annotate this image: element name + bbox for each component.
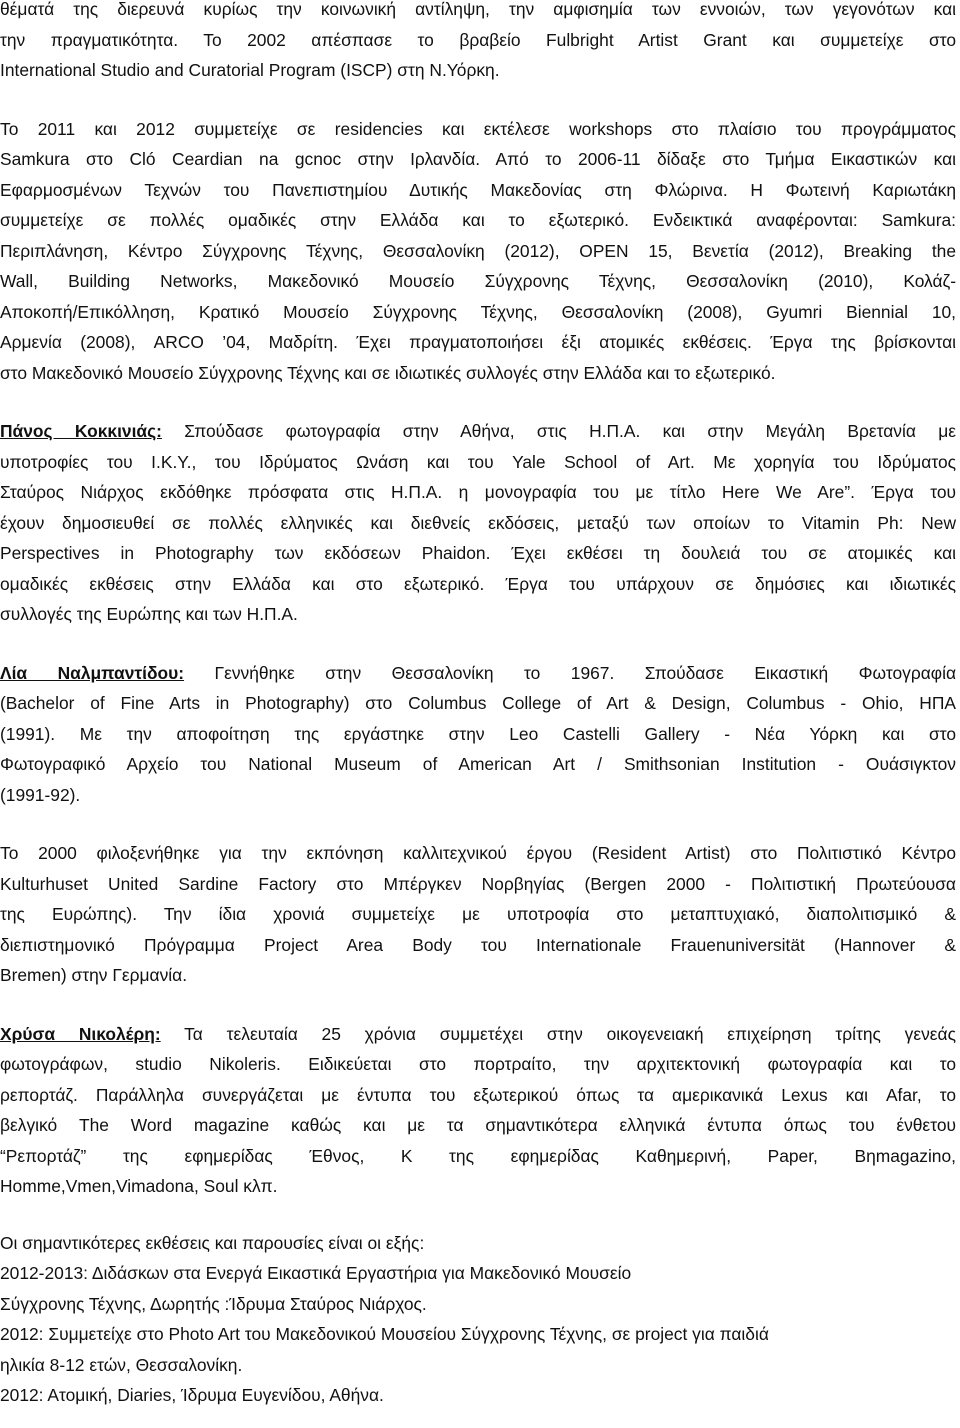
list-item: Σύγχρονης Τέχνης, Δωρητής :Ίδρυμα Σταύρος Νιάρχος. bbox=[0, 1293, 427, 1314]
text-line: στο Μακεδονικό Μουσείο Σύγχρονης Τέχνης και σε ιδιωτικές συλλογές στην Ελλάδα και το εξωτερικό. bbox=[0, 362, 776, 383]
text-line: Το 2000 φιλοξενήθηκε για την εκπόνηση καλλιτεχνικού έργου (Resident Artist) στο Πολιτιστικό Κέντρο bbox=[0, 843, 956, 863]
person-name: Λία Ναλμπαντίδου: bbox=[0, 662, 185, 683]
text-line: Φωτογραφικό Αρχείο του National Museum of American Art / Smithsonian Institution - Ουάσιγκτον bbox=[0, 754, 956, 774]
list-item: 2012: Συμμετείχε στο Photo Art του Μακεδονικού Μουσείου Σύγχρονης Τέχνης, σε project για παιδιά bbox=[0, 1324, 769, 1344]
text-line: (1991-92). bbox=[0, 784, 81, 805]
text-line: Kulturhuset United Sardine Factory στο Μπέργκεν Νορβηγίας (Bergen 2000 - Πολιτιστική Πρωτεύουσα bbox=[0, 873, 956, 894]
exhibitions-list bbox=[0, 1228, 956, 1411]
list-item: 2012: Ατομική, Diaries, Ίδρυμα Ευγενίδου, Αθήνα. bbox=[0, 1385, 384, 1405]
text-line: θέματά της διερευνά κυρίως την κοινωνική αντίληψη, την αμφισημία των εννοιών, των γεγονότων και bbox=[0, 0, 956, 19]
text-line: Homme,Vmen,Vimadona, Soul κλπ. bbox=[0, 1176, 278, 1196]
list-item: ηλικία 8-12 ετών, Θεσσαλονίκη. bbox=[0, 1354, 243, 1375]
text-line: της Ευρώπης). Την ίδια χρονιά συμμετείχε με υποτροφία στο μεταπτυχιακό, διαπολιτισμικό & bbox=[0, 904, 956, 924]
text-line: Samkura στο Cló Ceardian na gcnoc στην Ιρλανδία. Από το 2006-11 δίδαξε στο Τμήμα Εικαστικών και bbox=[0, 149, 956, 169]
text-line: Αρμενία (2008), ARCO ’04, Μαδρίτη. Έχει πραγματοποιήσει έξι ατομικές εκθέσεις. Έργα της βρίσκονται bbox=[0, 332, 956, 352]
text-line: συλλογές της Ευρώπης και των Η.Π.Α. bbox=[0, 604, 298, 624]
text-line: φωτογράφων, studio Nikoleris. Ειδικεύεται στο πορτραίτο, την αρχιτεκτονική φωτογραφία και το bbox=[0, 1054, 956, 1074]
text-line: Σταύρος Νιάρχος εκδόθηκε πρόσφατα στις Η.Π.Α. η μονογραφία του με τίτλο Here We Are”. Έργα του bbox=[0, 482, 956, 502]
text-line: υποτροφίες του Ι.Κ.Υ., του Ιδρύματος Ωνάση και του Yale School of Art. Με χορηγία του Ιδρύματος bbox=[0, 451, 956, 472]
text-line bbox=[0, 416, 956, 447]
text-line: την πραγματικότητα. Το 2002 απέσπασε το βραβείο Fulbright Artist Grant και συμμετείχε στο bbox=[0, 29, 956, 50]
text-line: International Studio and Curatorial Program (ISCP) στη Ν.Υόρκη. bbox=[0, 60, 500, 80]
text-line: (1991). Με την αποφοίτηση της εργάστηκε στην Leo Castelli Gallery - Νέα Υόρκη και στο bbox=[0, 723, 956, 744]
person-name: Χρύσα Νικολέρη: bbox=[0, 1023, 161, 1044]
text-fragment: Σπούδασε φωτογραφία στην Αθήνα, στις Η.Π.Α. και στην Μεγάλη Βρετανία με bbox=[161, 421, 956, 441]
text-line: Εφαρμοσμένων Τεχνών του Πανεπιστημίου Δυτικής Μακεδονίας στη Φλώρινα. Η Φωτεινή Καριωτάκη bbox=[0, 179, 956, 200]
paragraph bbox=[0, 838, 956, 991]
text-line: “Ρεπορτάζ” της εφημερίδας Έθνος, Κ της εφημερίδας Καθημερινή, Paper, Βηmagazino, bbox=[0, 1145, 956, 1166]
list-item: 2012-2013: Διδάσκων στα Ενεργά Εικαστικά Εργαστήρια για Μακεδονικό Μουσείο bbox=[0, 1263, 632, 1283]
list-heading: Οι σημαντικότερες εκθέσεις και παρουσίες είναι οι εξής: bbox=[0, 1232, 425, 1253]
person-name: Πάνος Κοκκινιάς: bbox=[0, 421, 162, 441]
paragraph-nikoleri bbox=[0, 1019, 956, 1202]
text-line: Wall, Building Networks, Μακεδονικό Μουσείο Σύγχρονης Τέχνης, Θεσσαλονίκη (2010), Κολάζ- bbox=[0, 271, 956, 291]
text-line: ομαδικές εκθέσεις στην Ελλάδα και στο εξωτερικό. Έργα του υπάρχουν σε δημόσιες και ιδιωτικές bbox=[0, 573, 956, 594]
text-line: Αποκοπή/Επικόλληση, Κρατικό Μουσείο Σύγχρονης Τέχνης, Θεσσαλονίκη (2008), Gyumri Biennial 10, bbox=[0, 301, 956, 322]
paragraph bbox=[0, 114, 956, 389]
text-line: ρεπορτάζ. Παράλληλα συνεργάζεται με έντυπα του εξωτερικού όπως τα αμερικανικά Lexus και Afar, το bbox=[0, 1084, 956, 1105]
text-fragment: Τα τελευταία 25 χρόνια συμμετέχει στην οικογενειακή επιχείρηση τρίτης γενεάς bbox=[160, 1023, 956, 1044]
paragraph-nalmpantidou bbox=[0, 658, 956, 811]
text-line: έχουν δημοσιευθεί σε πολλές ελληνικές και διεθνείς εκδόσεις, μεταξύ των οποίων το Vitamin Ph: New bbox=[0, 512, 956, 533]
paragraph bbox=[0, 0, 956, 86]
text-line bbox=[0, 658, 956, 689]
text-line: Περιπλάνηση, Κέντρο Σύγχρονης Τέχνης, Θεσσαλονίκη (2012), OPEN 15, Βενετία (2012), Breaking the bbox=[0, 240, 956, 261]
text-line: διεπιστημονικό Πρόγραμμα Project Area Body του Internationale Frauenuniversität (Hannover & bbox=[0, 934, 956, 955]
text-line: βελγικό The Word magazine καθώς και με τα σημαντικότερα ελληνικά έντυπα όπως του ένθετου bbox=[0, 1115, 956, 1135]
text-line: Το 2011 και 2012 συμμετείχε σε residencies και εκτέλεσε workshops στο πλαίσιο του προγράμματος bbox=[0, 118, 956, 139]
text-line bbox=[0, 1019, 956, 1050]
text-line: Bremen) στην Γερμανία. bbox=[0, 965, 188, 985]
text-line: συμμετείχε σε πολλές ομαδικές στην Ελλάδα και το εξωτερικό. Ενδεικτικά αναφέρονται: Samkura: bbox=[0, 210, 956, 230]
text-line: (Bachelor of Fine Arts in Photography) στο Columbus College of Art & Design, Columbus - Ohio, ΗΠΑ bbox=[0, 693, 956, 713]
text-line: Perspectives in Photography των εκδόσεων Phaidon. Έχει εκθέσει τη δουλειά του σε ατομικές και bbox=[0, 543, 956, 563]
paragraph-kokkinias bbox=[0, 416, 956, 630]
text-fragment: Γεννήθηκε στην Θεσσαλονίκη το 1967. Σπούδασε Εικαστική Φωτογραφία bbox=[184, 662, 956, 683]
